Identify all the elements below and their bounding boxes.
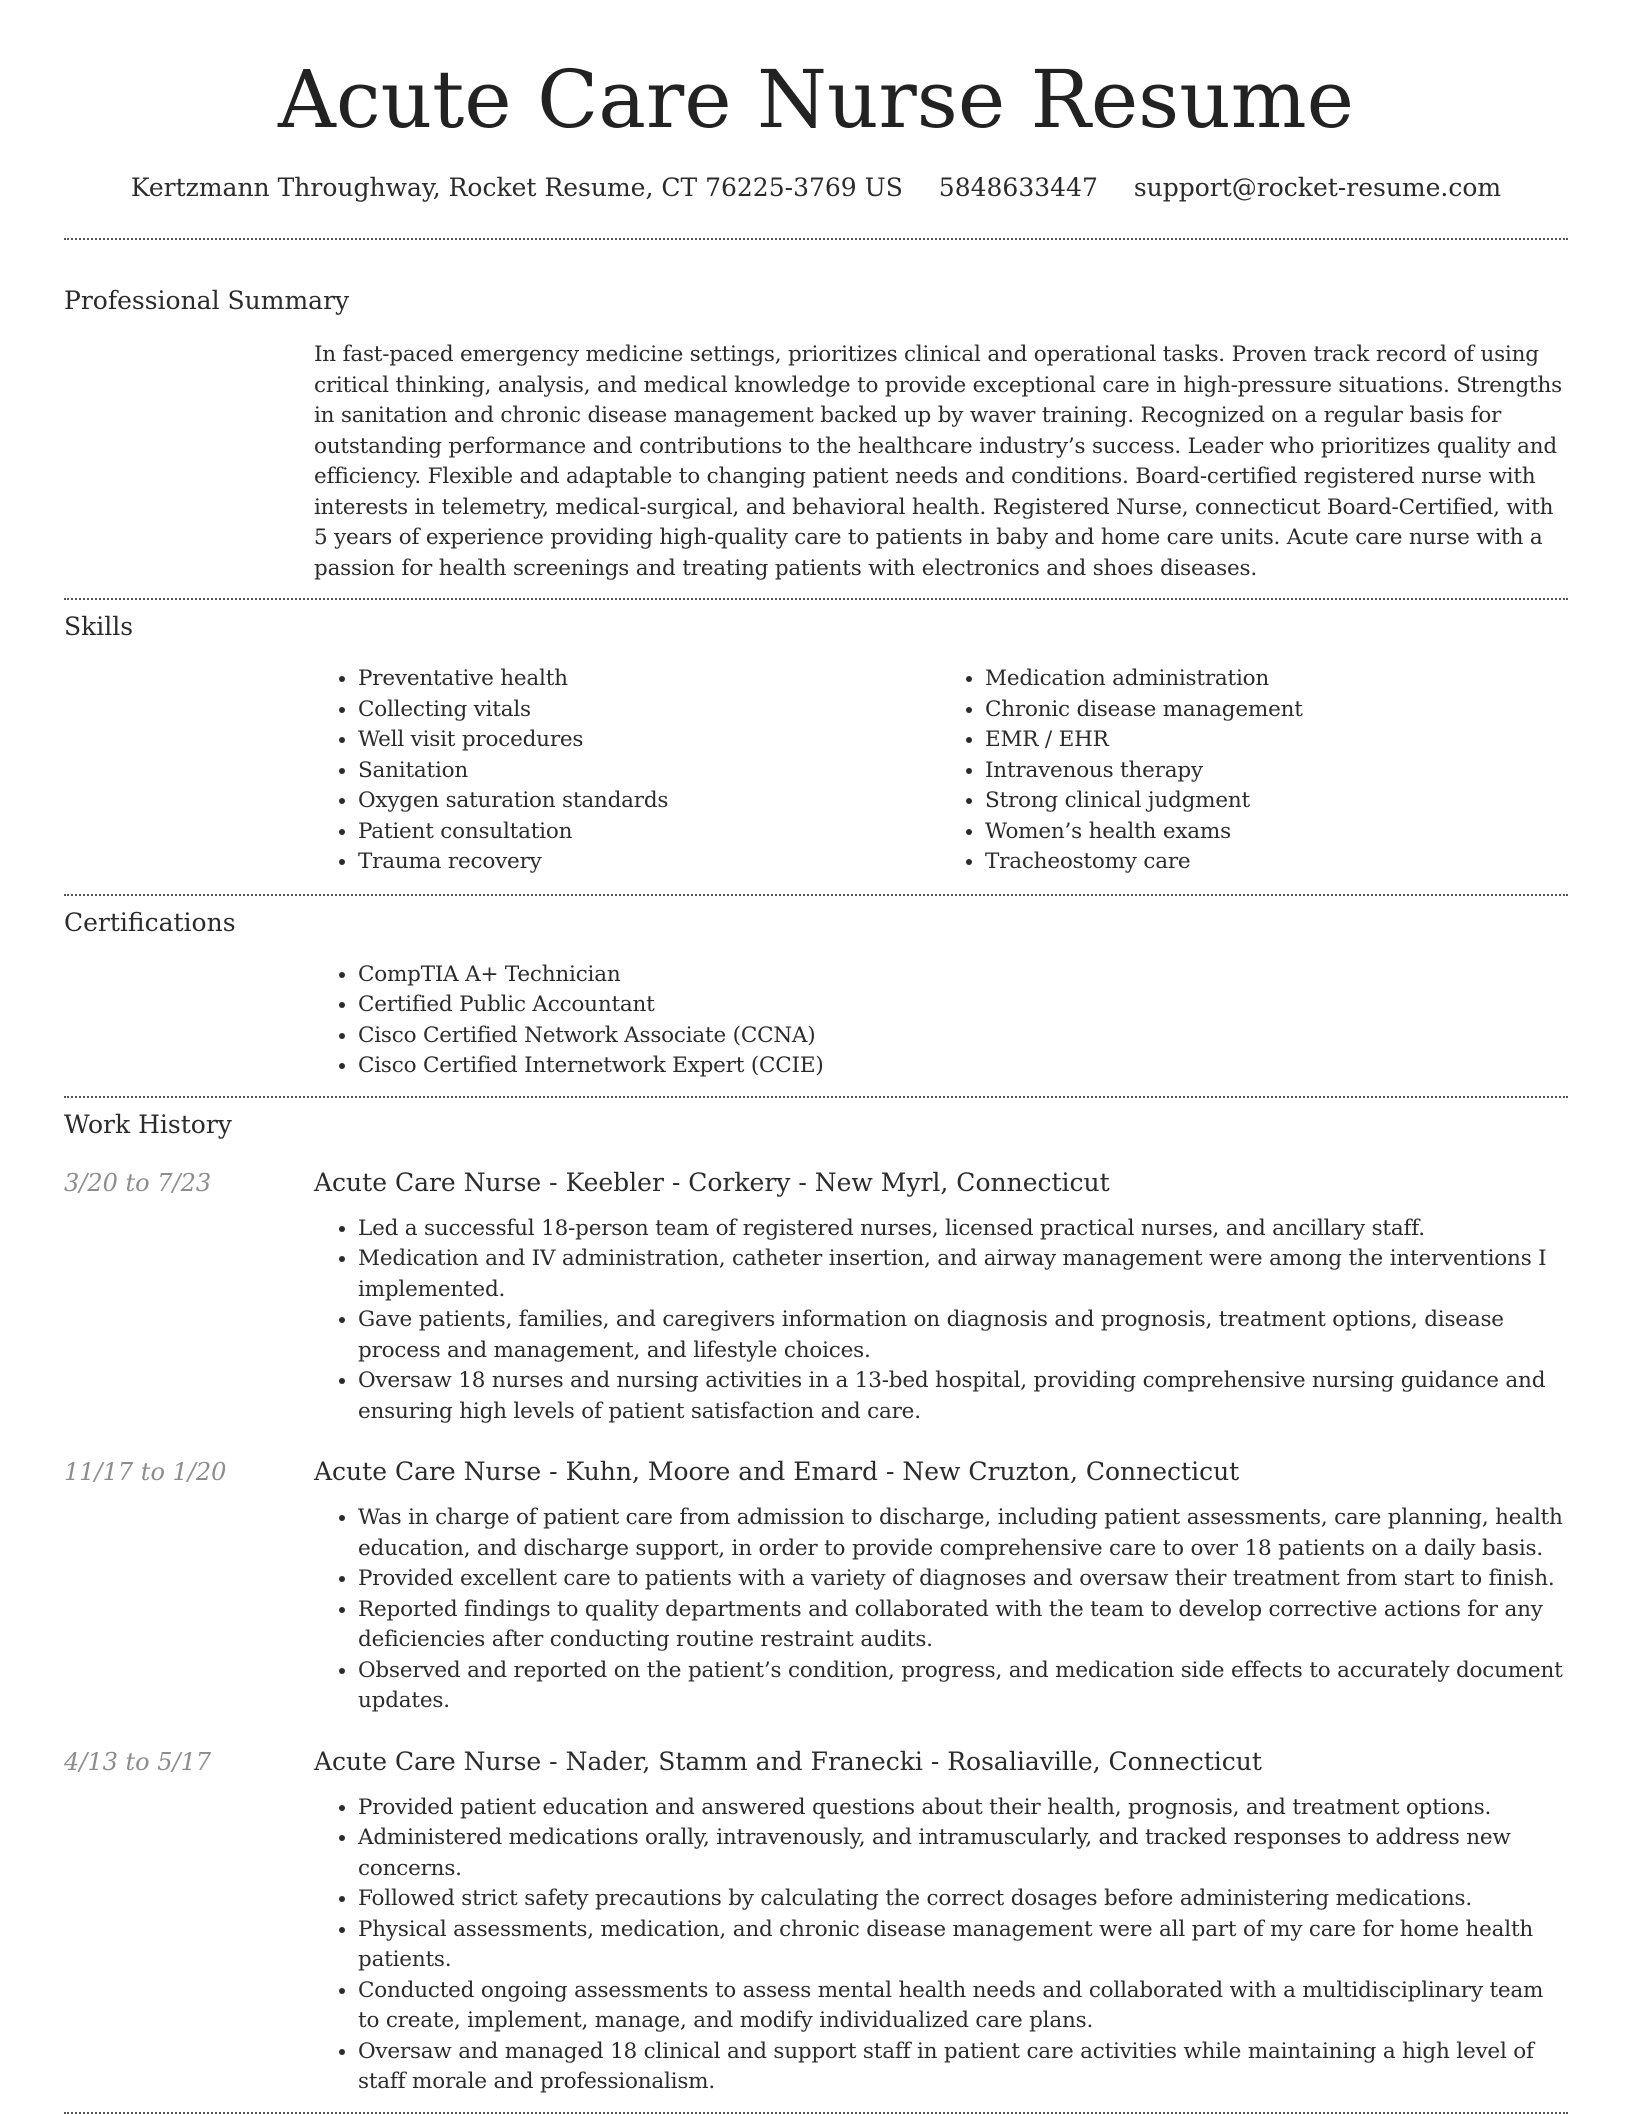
skill-item: • Chronic disease management xyxy=(985,695,1568,726)
job-entry xyxy=(64,1455,1568,1717)
contact-phone: 5848633447 xyxy=(938,173,1098,202)
skill-item: • EMR / EHR xyxy=(985,725,1568,756)
job-title: Acute Care Nurse - Keebler - Corkery - New Myrl, Connecticut xyxy=(314,1167,1110,1197)
job-bullet: • Gave patients, families, and caregivers information on diagnosis and prognosis, treatment options, disease process and management, and lifestyle choices. xyxy=(358,1305,1568,1366)
section-heading-certifications: Certifications xyxy=(64,907,236,937)
job-bullet: • Provided excellent care to patients with a variety of diagnoses and oversaw their treatment from start to finish. xyxy=(358,1564,1568,1595)
professional-summary-section xyxy=(64,240,1568,584)
certification-item: • Certified Public Accountant xyxy=(358,990,1568,1021)
job-bullet: • Provided patient education and answered questions about their health, prognosis, and treatment options. xyxy=(358,1793,1568,1824)
skills-list-left xyxy=(314,664,941,878)
job-header xyxy=(64,1166,1568,1200)
skill-item: • Medication administration xyxy=(985,664,1568,695)
job-entry xyxy=(64,1166,1568,1428)
job-entry xyxy=(64,1745,1568,2098)
certification-item: • Cisco Certified Internetwork Expert (CCIE) xyxy=(358,1051,1568,1082)
skill-item: • Intravenous therapy xyxy=(985,756,1568,787)
job-dates: 11/17 to 1/20 xyxy=(64,1458,227,1486)
job-bullets-wrap xyxy=(314,1793,1568,2098)
skill-item: • Tracheostomy care xyxy=(985,847,1568,878)
job-bullet: • Oversaw 18 nurses and nursing activities in a 13-bed hospital, providing comprehensive nursing guidance and ensuring high levels of patient satisfaction and care. xyxy=(358,1366,1568,1427)
job-bullets-wrap xyxy=(314,1214,1568,1428)
job-dates: 4/13 to 5/17 xyxy=(64,1747,212,1776)
job-bullet: • Medication and IV administration, catheter insertion, and airway management were among the interventions I implemented. xyxy=(358,1244,1568,1305)
job-bullet: • Administered medications orally, intravenously, and intramuscularly, and tracked responses to address new concerns. xyxy=(358,1823,1568,1884)
certifications-list xyxy=(314,960,1568,1082)
job-bullet: • Led a successful 18-person team of registered nurses, licensed practical nurses, and ancillary staff. xyxy=(358,1214,1568,1245)
job-bullet: • Oversaw and managed 18 clinical and support staff in patient care activities while maintaining a high level of staff morale and professionalism. xyxy=(358,2037,1568,2098)
job-bullet: • Reported findings to quality departments and collaborated with the team to develop corrective actions for any deficiencies after conducting routine restraint audits. xyxy=(358,1595,1568,1656)
contact-email[interactable]: support@rocket-resume.com xyxy=(1133,173,1502,202)
contact-line xyxy=(64,172,1568,204)
skills-grid xyxy=(314,664,1568,878)
certifications-list-wrap xyxy=(314,960,1568,1082)
skill-item: • Sanitation xyxy=(358,756,941,787)
work-history-section xyxy=(64,1098,1568,2098)
skill-item: • Trauma recovery xyxy=(358,847,941,878)
job-bullets-wrap xyxy=(314,1503,1568,1717)
summary-text: In fast-paced emergency medicine settings, prioritizes clinical and operational tasks. Proven track record of using critical thinking, analysis, and medical knowledge to provide exceptional care in high-pressure situations. Strengths in sanitation and chronic disease management backed up by waver training. Recognized on a regular basis for outstanding performance and contributions to the healthcare industry’s success. Leader who prioritizes quality and efficiency. Flexible and adaptable to changing patient needs and conditions. Board-certified registered nurse with interests in telemetry, medical-surgical, and behavioral health. Registered Nurse, connecticut Board-Certified, with 5 years of experience providing high-quality care to patients in baby and home care units. Acute care nurse with a passion for health screenings and treating patients with electronics and shoes diseases. xyxy=(314,342,1562,581)
certification-item: • Cisco Certified Network Associate (CCNA) xyxy=(358,1021,1568,1052)
job-header xyxy=(64,1745,1568,1779)
skill-item: • Well visit procedures xyxy=(358,725,941,756)
skill-item: • Preventative health xyxy=(358,664,941,695)
job-bullet: • Observed and reported on the patient’s condition, progress, and medication side effects to accurately document updates. xyxy=(358,1656,1568,1717)
section-heading-work-history: Work History xyxy=(64,1109,232,1139)
job-bullet: • Followed strict safety precautions by calculating the correct dosages before administering medications. xyxy=(358,1884,1568,1915)
job-bullet-list xyxy=(314,1503,1568,1717)
contact-address: Kertzmann Throughway, Rocket Resume, CT 76225-3769 US xyxy=(130,173,903,202)
job-bullet: • Physical assessments, medication, and chronic disease management were all part of my care for home health patients. xyxy=(358,1915,1568,1976)
skill-item: • Women’s health exams xyxy=(985,817,1568,848)
job-title: Acute Care Nurse - Nader, Stamm and Franecki - Rosaliaville, Connecticut xyxy=(314,1746,1262,1776)
skill-item: • Strong clinical judgment xyxy=(985,786,1568,817)
section-heading-skills: Skills xyxy=(64,612,134,641)
section-heading-summary: Professional Summary xyxy=(64,286,350,315)
job-bullet: • Was in charge of patient care from admission to discharge, including patient assessments, care planning, health education, and discharge support, in order to provide comprehensive care to over 18 patients on a daily basis. xyxy=(358,1503,1568,1564)
job-bullet-list xyxy=(314,1793,1568,2098)
job-dates: 3/20 to 7/23 xyxy=(64,1168,212,1197)
job-bullet: • Conducted ongoing assessments to assess mental health needs and collaborated with a multidisciplinary team to create, implement, manage, and modify individualized care plans. xyxy=(358,1976,1568,2037)
certifications-section xyxy=(64,896,1568,1082)
job-title: Acute Care Nurse - Kuhn, Moore and Emard - New Cruzton, Connecticut xyxy=(314,1457,1240,1486)
certification-item: • CompTIA A+ Technician xyxy=(358,960,1568,991)
skills-section xyxy=(64,600,1568,878)
job-bullet-list xyxy=(314,1214,1568,1428)
skill-item: • Patient consultation xyxy=(358,817,941,848)
skills-list-right xyxy=(941,664,1568,878)
resume-title: Acute Care Nurse Resume xyxy=(278,53,1354,146)
skill-item: • Oxygen saturation standards xyxy=(358,786,941,817)
job-header xyxy=(64,1455,1568,1489)
skill-item: • Collecting vitals xyxy=(358,695,941,726)
